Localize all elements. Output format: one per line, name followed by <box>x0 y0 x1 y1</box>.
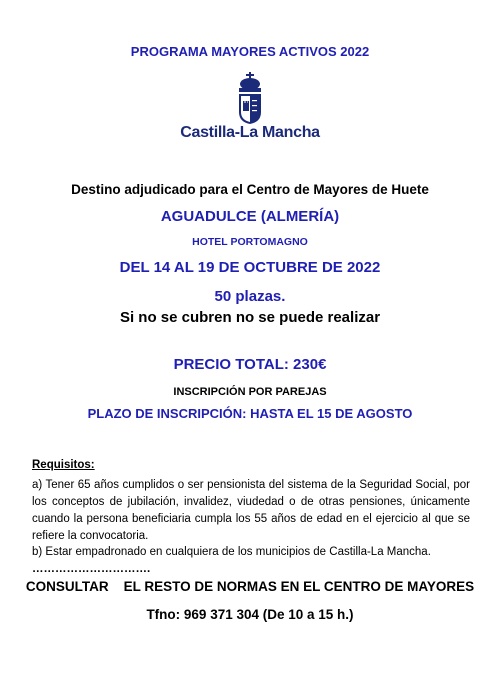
places-note: Si no se cubren no se puede realizar <box>119 309 381 326</box>
requirement-b: b) Estar empadronado en cualquiera de los municipios de Castilla-La Mancha. <box>32 546 431 558</box>
hotel-name: HOTEL PORTOMAGNO <box>192 236 308 248</box>
requirements-heading: Requisitos: <box>32 459 95 471</box>
destination: AGUADULCE (ALMERÍA) <box>160 208 340 225</box>
phone-info: Tfno: 969 371 304 (De 10 a 15 h.) <box>146 607 354 622</box>
registration-deadline: PLAZO DE INSCRIPCIÓN: HASTA EL 15 DE AGOSTO <box>87 406 413 421</box>
destination-intro: Destino adjudicado para el Centro de Mayores de Huete <box>71 182 429 197</box>
registration-type: INSCRIPCIÓN POR PAREJAS <box>173 386 327 398</box>
dots-separator: …………………………. <box>32 563 151 575</box>
consult-note: CONSULTAR EL RESTO DE NORMAS EN EL CENTRO DE MAYORES <box>25 579 475 594</box>
requirement-a: a) Tener 65 años cumplidos o ser pensionista del sistema de la Seguridad Social, por los conceptos de jubilación, invalidez, viudedad o de otras pensiones, únicamente cuando la persona beneficiaria cumpla los 55 años de edad en el ejercicio al que se refiere la convocatoria. <box>32 479 470 542</box>
logo-text: Castilla-La Mancha <box>180 124 320 141</box>
program-title: PROGRAMA MAYORES ACTIVOS 2022 <box>130 44 370 59</box>
total-price: PRECIO TOTAL: 230€ <box>173 356 327 373</box>
places-count: 50 plazas. <box>214 288 286 305</box>
trip-dates: DEL 14 AL 19 DE OCTUBRE DE 2022 <box>119 259 381 276</box>
